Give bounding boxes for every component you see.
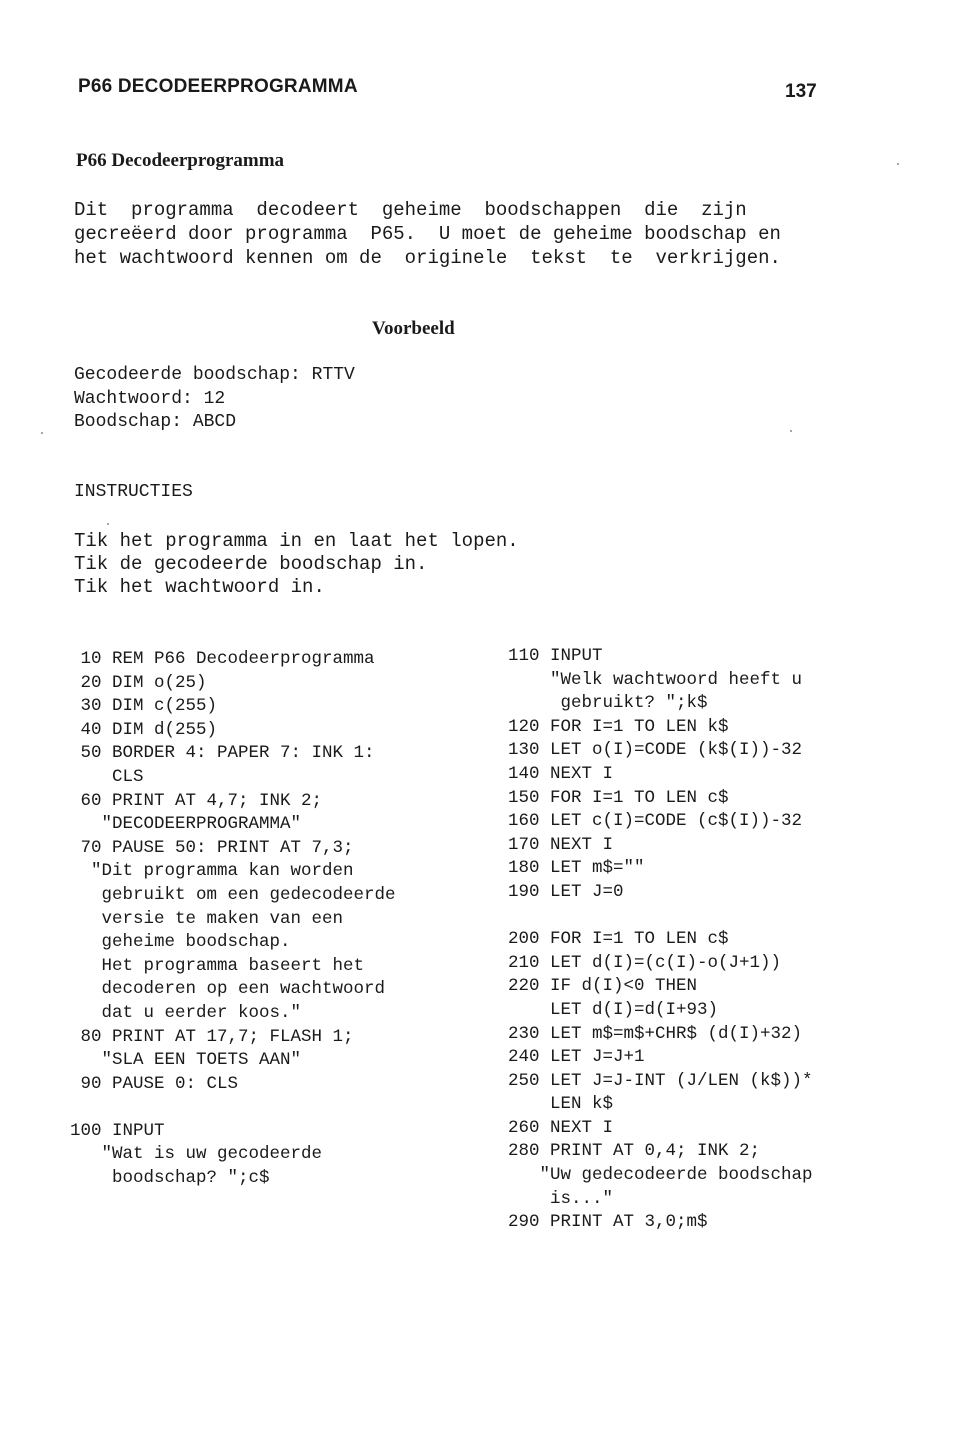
code-line: gebruikt om een gedecodeerde xyxy=(70,884,396,905)
code-line: decoderen op een wachtwoord xyxy=(70,979,386,1000)
code-line: 70 PAUSE 50: PRINT AT 7,3; xyxy=(70,837,354,858)
code-listing-right xyxy=(508,645,813,1235)
code-line: "SLA EEN TOETS AAN" xyxy=(70,1050,302,1071)
code-line: 80 PRINT AT 17,7; FLASH 1; xyxy=(70,1026,354,1047)
section-title: P66 Decodeerprogramma xyxy=(76,150,285,171)
code-line: 150 FOR I=1 TO LEN c$ xyxy=(508,787,729,808)
code-line: "Wat is uw gecodeerde xyxy=(70,1144,323,1165)
scan-speck xyxy=(897,163,899,165)
code-line: geheime boodschap. xyxy=(70,932,291,953)
code-line: 10 REM P66 Decodeerprogramma xyxy=(70,649,375,669)
code-line: "Uw gedecodeerde boodschap xyxy=(508,1165,813,1186)
code-line: gebruikt? ";k$ xyxy=(508,693,708,714)
code-line xyxy=(508,905,813,929)
code-line: 100 INPUT xyxy=(70,1120,165,1141)
instructions-block xyxy=(74,530,519,599)
code-line: 190 LET J=0 xyxy=(508,881,624,902)
example-line: Wachtwoord: 12 xyxy=(74,388,226,409)
code-line: 290 PRINT AT 3,0;m$ xyxy=(508,1212,708,1233)
example-heading: Voorbeeld xyxy=(372,318,455,339)
code-line: 230 LET m$=m$+CHR$ (d(I)+32) xyxy=(508,1023,803,1044)
code-line: "Welk wachtwoord heeft u xyxy=(508,669,803,690)
instruction-line: Tik het programma in en laat het lopen. xyxy=(74,530,519,552)
code-line: 220 IF d(I)<0 THEN xyxy=(508,976,698,997)
code-line: 140 NEXT I xyxy=(508,763,614,784)
code-line: LET d(I)=d(I+93) xyxy=(508,999,719,1020)
code-line: LEN k$ xyxy=(508,1094,614,1115)
code-line: 250 LET J=J-INT (J/LEN (k$))* xyxy=(508,1070,813,1091)
code-line: 130 LET o(I)=CODE (k$(I))-32 xyxy=(508,740,803,761)
intro-paragraph xyxy=(74,198,824,270)
code-line: 40 DIM d(255) xyxy=(70,719,218,740)
code-line: 210 LET d(I)=(c(I)-o(J+1)) xyxy=(508,952,782,973)
scan-speck xyxy=(790,430,792,432)
scan-speck xyxy=(107,523,109,525)
code-line: 20 DIM o(25) xyxy=(70,672,207,693)
example-line: Boodschap: ABCD xyxy=(74,412,237,432)
code-line: 280 PRINT AT 0,4; INK 2; xyxy=(508,1141,761,1162)
code-line: 240 LET J=J+1 xyxy=(508,1047,645,1068)
code-line: 50 BORDER 4: PAPER 7: INK 1: xyxy=(70,743,375,764)
code-line: versie te maken van een xyxy=(70,908,344,929)
code-line: is..." xyxy=(508,1188,614,1209)
code-line: 200 FOR I=1 TO LEN c$ xyxy=(508,929,729,950)
instruction-line: Tik het wachtwoord in. xyxy=(74,576,325,598)
intro-line: het wachtwoord kennen om de originele tekst te verkrijgen. xyxy=(74,247,781,269)
code-line: 60 PRINT AT 4,7; INK 2; xyxy=(70,790,323,811)
code-line: dat u eerder koos." xyxy=(70,1002,302,1023)
code-line: 90 PAUSE 0: CLS xyxy=(70,1073,239,1094)
code-line: 260 NEXT I xyxy=(508,1117,614,1138)
code-line: Het programma baseert het xyxy=(70,955,365,976)
example-line: Gecodeerde boodschap: RTTV xyxy=(74,365,355,385)
intro-line: Dit programma decodeert geheime boodschappen die zijn xyxy=(74,199,747,221)
code-listing-left xyxy=(70,648,396,1191)
code-line: "Dit programma kan worden xyxy=(70,861,354,882)
code-line: 180 LET m$="" xyxy=(508,858,645,879)
page-number: 137 xyxy=(785,81,817,102)
intro-line: gecreëerd door programma P65. U moet de geheime boodschap en xyxy=(74,223,781,245)
code-line: 160 LET c(I)=CODE (c$(I))-32 xyxy=(508,811,803,832)
instruction-line: Tik de gecodeerde boodschap in. xyxy=(74,553,428,575)
code-line: 30 DIM c(255) xyxy=(70,696,218,717)
code-line: "DECODEERPROGRAMMA" xyxy=(70,814,302,835)
code-line: 110 INPUT xyxy=(508,646,603,666)
page-header-title: P66 DECODEERPROGRAMMA xyxy=(78,76,358,97)
code-line: 170 NEXT I xyxy=(508,834,614,855)
scan-speck xyxy=(41,432,43,434)
instructions-heading: INSTRUCTIES xyxy=(74,482,193,502)
code-line xyxy=(70,1096,396,1120)
code-line: boodschap? ";c$ xyxy=(70,1168,270,1189)
code-line: CLS xyxy=(70,766,144,787)
example-block xyxy=(74,364,355,435)
code-line: 120 FOR I=1 TO LEN k$ xyxy=(508,716,729,737)
